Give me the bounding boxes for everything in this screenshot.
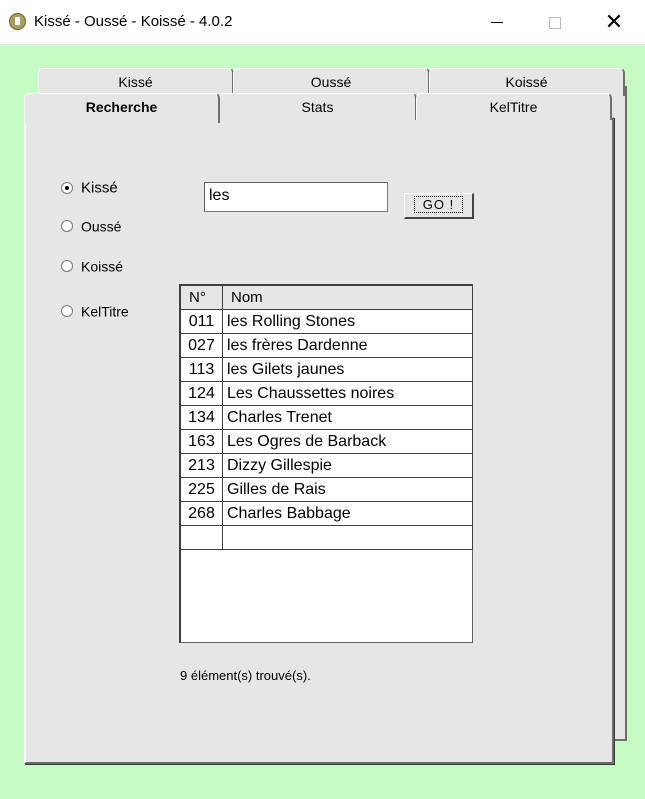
cell-num: 027 xyxy=(181,334,223,358)
results-count-status: 9 élément(s) trouvé(s). xyxy=(180,668,311,683)
table-row[interactable] xyxy=(181,334,473,358)
cell-num: 213 xyxy=(181,454,223,478)
close-button[interactable]: ✕ xyxy=(604,9,624,34)
cell-num: 011 xyxy=(181,310,223,334)
table-row[interactable] xyxy=(181,478,473,502)
go-button[interactable] xyxy=(404,193,474,219)
tab-stats[interactable]: Stats xyxy=(219,93,417,120)
search-input[interactable]: les xyxy=(204,182,388,212)
cell-nom: les Gilets jaunes xyxy=(223,358,473,382)
radio-ousse[interactable]: Oussé xyxy=(61,217,121,234)
minimize-button[interactable] xyxy=(468,0,526,44)
cell-num: 163 xyxy=(181,430,223,454)
tab-kisse[interactable]: Kissé xyxy=(38,68,234,96)
cell-nom-empty xyxy=(223,526,473,550)
table-row[interactable] xyxy=(181,430,473,454)
cell-nom: les frères Dardenne xyxy=(223,334,473,358)
maximize-button[interactable] xyxy=(526,0,584,44)
cell-nom: Charles Trenet xyxy=(223,406,473,430)
column-header-num[interactable]: N° xyxy=(181,286,223,310)
radio-keltitre[interactable]: KelTitre xyxy=(61,302,129,319)
cell-nom: Gilles de Rais xyxy=(223,478,473,502)
radio-koisse[interactable]: Koissé xyxy=(61,257,123,274)
results-grid[interactable] xyxy=(179,284,473,643)
table-row[interactable] xyxy=(181,382,473,406)
cell-num: 268 xyxy=(181,502,223,526)
table-row[interactable] xyxy=(181,406,473,430)
grid-header-row xyxy=(181,286,473,310)
cell-nom: Charles Babbage xyxy=(223,502,473,526)
table-row[interactable] xyxy=(181,358,473,382)
cell-nom: Les Ogres de Barback xyxy=(223,430,473,454)
window-title: Kissé - Oussé - Koissé - 4.0.2 xyxy=(34,13,233,30)
cell-nom: Dizzy Gillespie xyxy=(223,454,473,478)
cell-num-empty xyxy=(181,526,223,550)
tab-koisse[interactable]: Koissé xyxy=(429,68,625,96)
tab-ousse[interactable]: Oussé xyxy=(233,68,430,96)
go-button-label: GO ! xyxy=(414,196,463,213)
tab-keltitre[interactable]: KelTitre xyxy=(416,93,612,120)
radio-unchecked-icon xyxy=(61,220,73,232)
app-icon[interactable] xyxy=(9,13,26,30)
cell-num: 113 xyxy=(181,358,223,382)
table-row[interactable] xyxy=(181,310,473,334)
table-row-empty[interactable] xyxy=(181,526,473,550)
radio-checked-icon xyxy=(61,182,73,194)
radio-unchecked-icon xyxy=(61,305,73,317)
cell-nom: les Rolling Stones xyxy=(223,310,473,334)
cell-num: 225 xyxy=(181,478,223,502)
cell-num: 124 xyxy=(181,382,223,406)
table-row[interactable] xyxy=(181,502,473,526)
radio-unchecked-icon xyxy=(61,260,73,272)
cell-nom: Les Chaussettes noires xyxy=(223,382,473,406)
tab-recherche[interactable]: Recherche xyxy=(24,93,220,123)
column-header-nom[interactable]: Nom xyxy=(223,286,473,310)
radio-kisse[interactable]: Kissé xyxy=(61,179,118,197)
title-bar xyxy=(0,0,645,45)
table-row[interactable] xyxy=(181,454,473,478)
cell-num: 134 xyxy=(181,406,223,430)
